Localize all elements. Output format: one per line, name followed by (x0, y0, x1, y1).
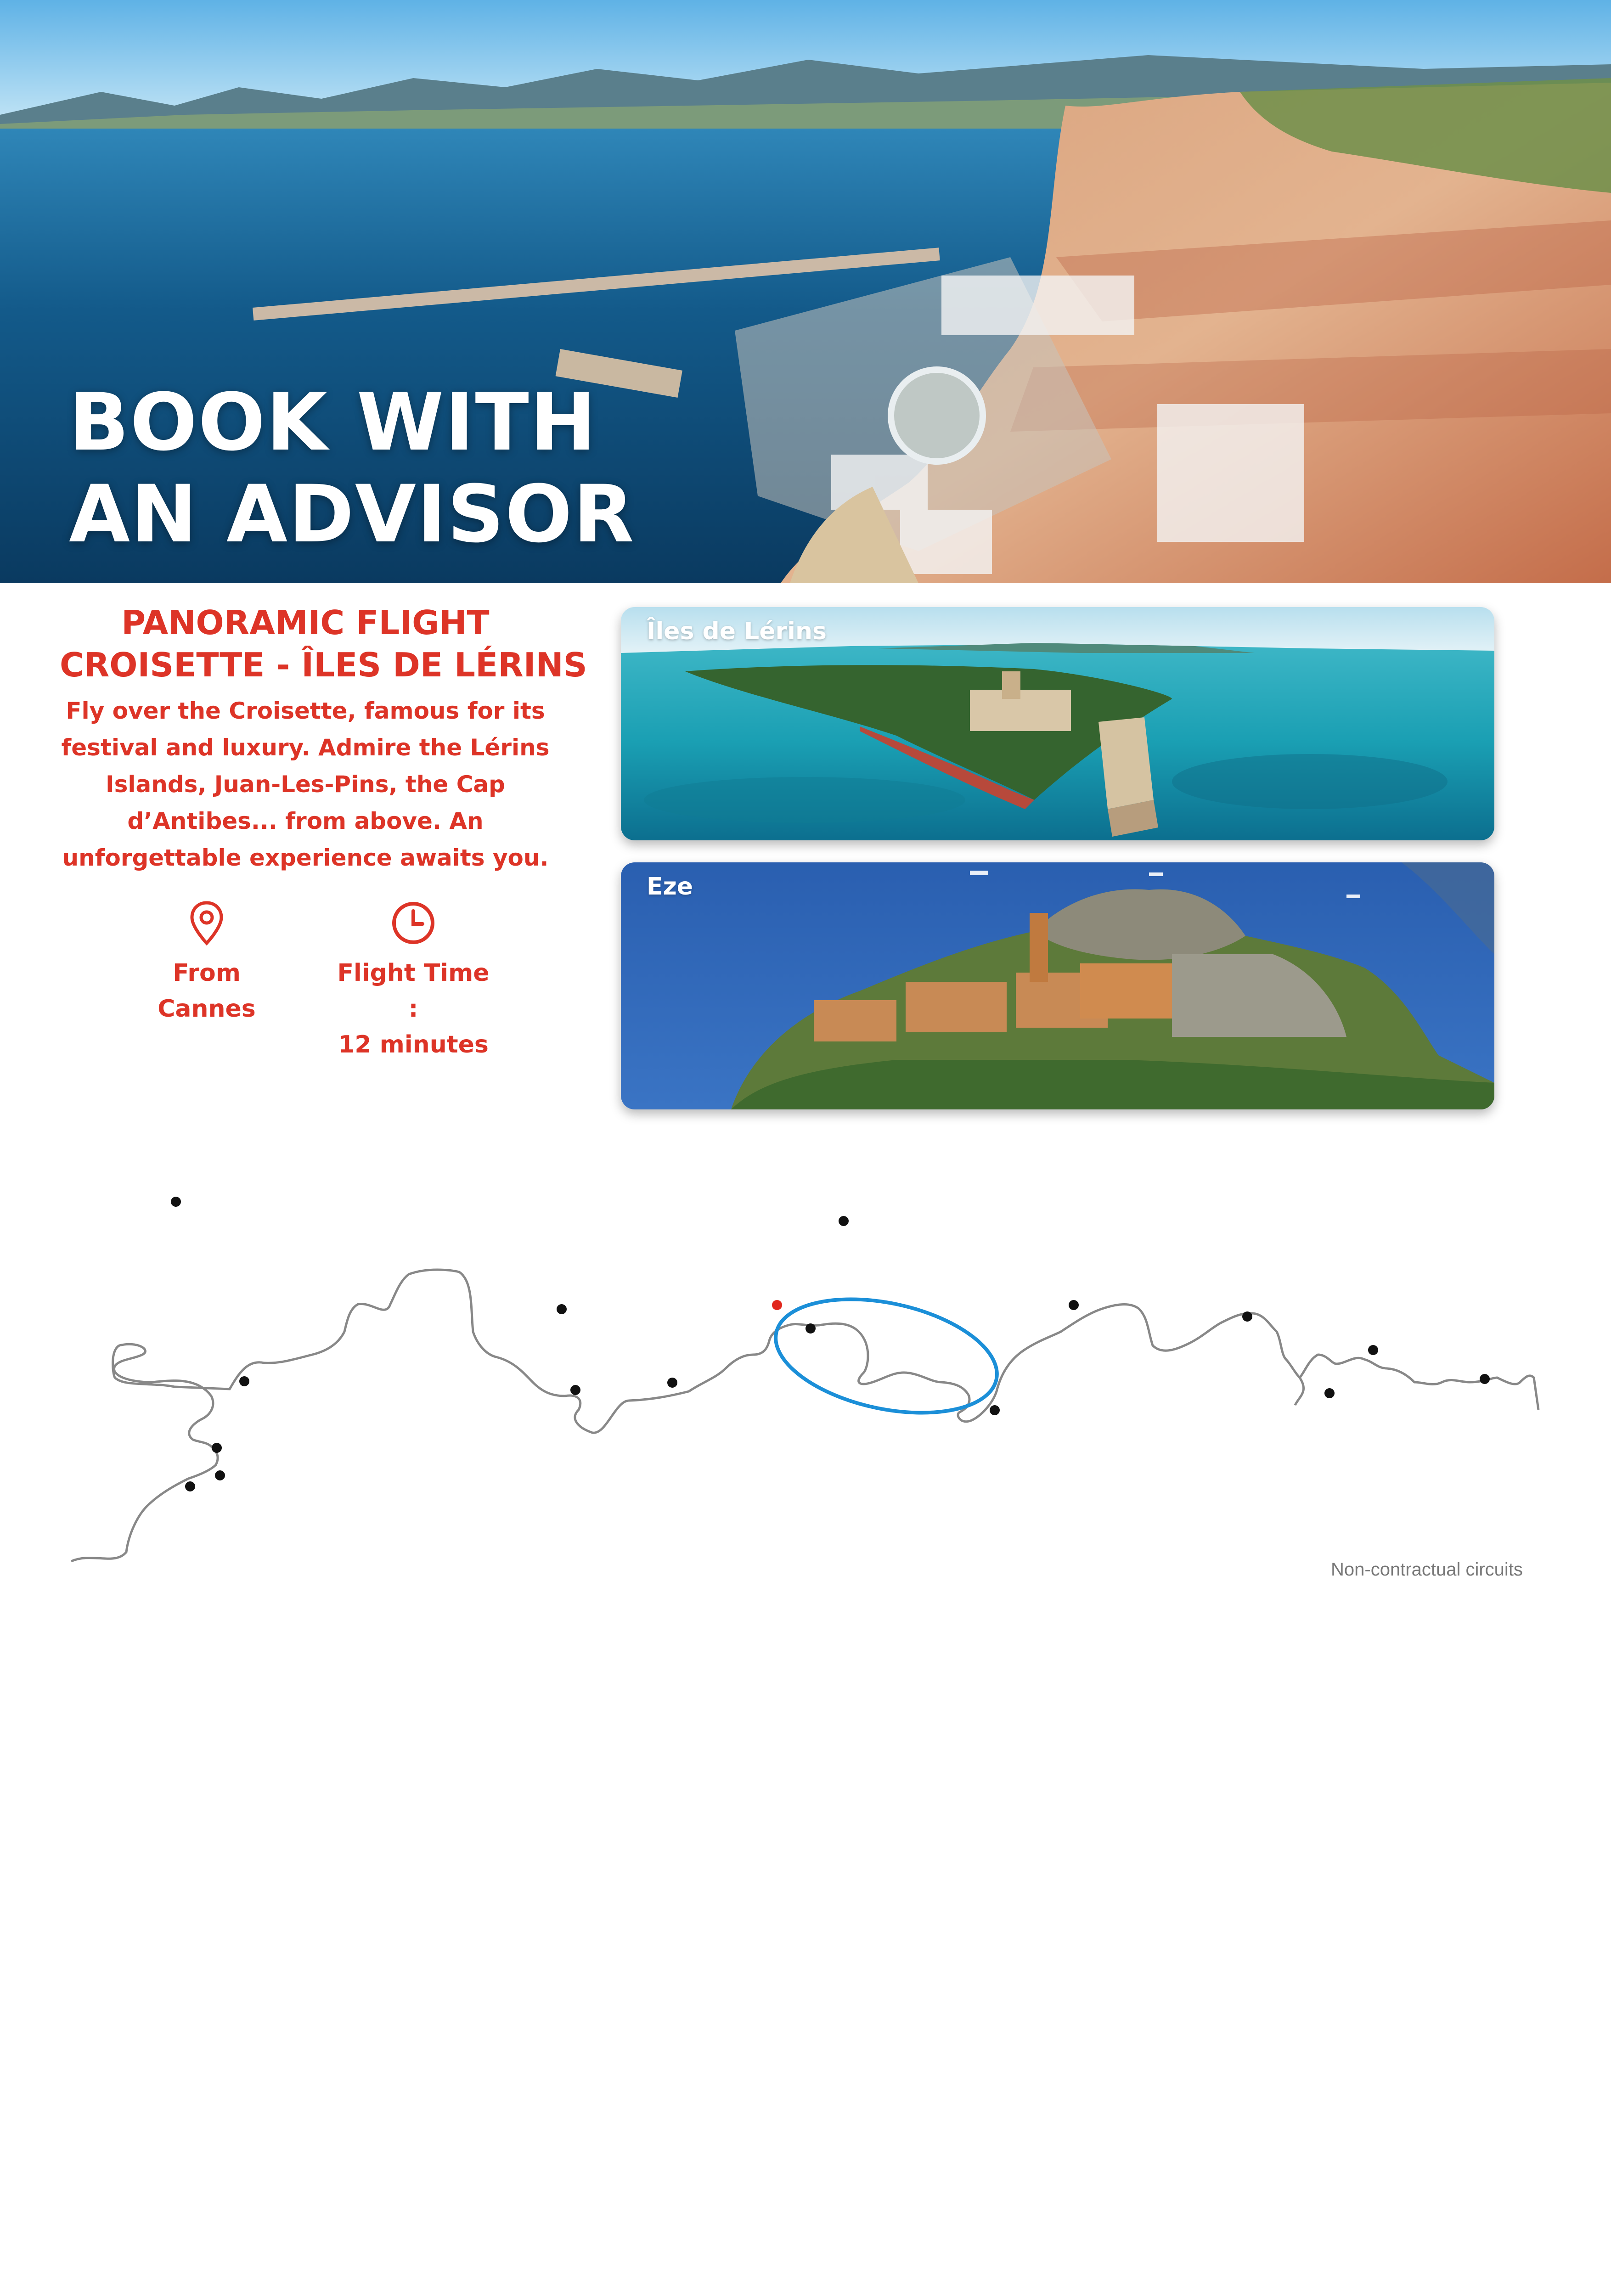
clock-icon (390, 900, 436, 946)
flight-duration-info (331, 900, 496, 1063)
departure-city: Cannes (158, 995, 256, 1023)
departure-info (124, 900, 289, 1027)
photo-card-iles-de-lerins (621, 607, 1494, 840)
photo-card-eze (621, 862, 1494, 1109)
departure-label: From (173, 959, 241, 987)
photo-caption: Îles de Lérins (647, 618, 827, 645)
eze-village-photo (621, 862, 1494, 1109)
location-pin-icon (188, 900, 225, 946)
flight-title-line-1: PANORAMIC FLIGHT (121, 603, 490, 642)
flight-title-line-2: CROISETTE - ÎLES DE LÉRINS (60, 646, 587, 684)
hero-banner (0, 0, 1611, 583)
lerins-route-ellipse (765, 1281, 1007, 1431)
non-contractual-note: Non-contractual circuits (1331, 1559, 1523, 1580)
hero-title-line-2: AN ADVISOR (69, 468, 635, 560)
duration-value: 12 minutes (338, 1031, 489, 1058)
coastline (71, 1270, 1538, 1561)
duration-label: Flight Time : (337, 959, 490, 1023)
photo-caption: Eze (647, 873, 693, 900)
hero-title (69, 377, 635, 560)
flight-title (60, 602, 587, 686)
flight-description: Fly over the Croisette, famous for its festival and luxury. Admire the Lérins Islands, Juan-Les-Pins, the Cap d’Antibes... from above. An unforgettable experience awaits you. (61, 698, 550, 871)
hero-title-line-1: BOOK WITH (69, 376, 597, 468)
flight-info (60, 602, 587, 1058)
